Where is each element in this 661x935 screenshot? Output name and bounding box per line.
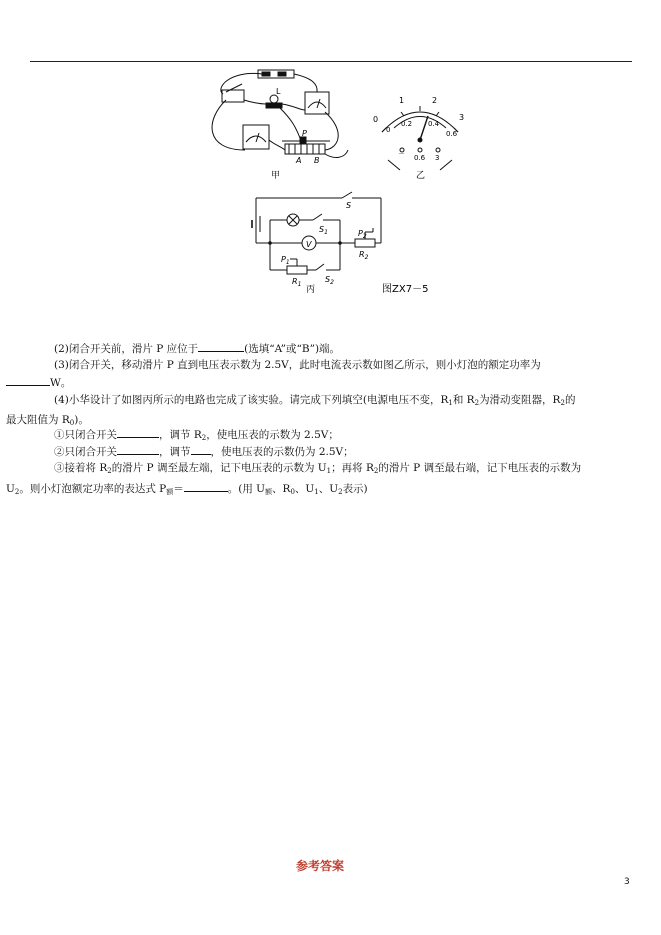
q3-blank[interactable] [6, 374, 50, 386]
q2-blank[interactable] [198, 340, 244, 352]
dial-top-3: 3 [459, 113, 465, 122]
switch-s-label: S [346, 201, 352, 210]
page-number: 3 [624, 877, 630, 887]
slider-p1-label: $P_1$ [281, 255, 290, 266]
switch-s1-label: $S_1$ [319, 225, 328, 236]
dial-top-2: 2 [432, 96, 438, 105]
dial-top-1: 1 [399, 96, 405, 105]
answer-section-title: 参考答案 [296, 859, 345, 873]
dial-bottom-06: 0.6 [446, 130, 458, 138]
apparatus-sketch [212, 70, 348, 157]
figure-zx7-5 [0, 0, 661, 300]
rheostat-r2-label: $R_2$ [359, 250, 369, 261]
apparatus-label-l: L [276, 87, 281, 96]
q3-text-post: W。 [50, 377, 72, 389]
rheostat-r1 [287, 266, 307, 274]
question-4: (4)小华设计了如图丙所示的电路也完成了该实验。请完成下列填空(电源电压不变，$R_1$和 $R_2$为滑动变阻器，$R_2$的 最大阻值为 $R_0$)。 [6, 394, 576, 427]
switch-s2-label: $S_2$ [325, 275, 334, 286]
apparatus-label-a: A [296, 156, 302, 165]
dial-bottom-02: 0.2 [401, 120, 413, 128]
q3-text: (3)闭合开关，移动滑片 P 直到电压表示数为 2.5V，此时电流表示数如图乙所示，则小灯泡的额定功率为 [54, 359, 541, 371]
slider-p2-label: $P_2$ [358, 229, 367, 240]
ammeter-needle [420, 116, 428, 140]
apparatus-label-b: B [314, 156, 320, 165]
step2-switch-blank[interactable] [117, 443, 159, 455]
apparatus-label-p: P [302, 129, 307, 138]
dial-bottom-04: 0.4 [428, 120, 440, 128]
question-2 [30, 340, 630, 358]
q2-text: (2)闭合开关前，滑片 P 应位于 [54, 343, 199, 355]
figure-label-jia: 甲 [271, 171, 281, 181]
step1-switch-blank[interactable] [117, 426, 159, 438]
power-expression-blank[interactable] [184, 480, 228, 492]
voltmeter-box [305, 92, 329, 114]
terminal-minus: － [398, 150, 405, 158]
figure-label-bing: 丙 [306, 285, 316, 295]
rheostat-r2 [355, 239, 375, 247]
q2-text-post: (选填“A”或“B”)端。 [244, 343, 341, 355]
figure-caption: 图ZX7－5 [382, 284, 429, 295]
question-4-step-3: ③接着将 $R_2$的滑片 P 调至最左端，记下电压表的示数为 $U_1$；再将 $R_2$的滑片 P 调至最右端，记下电压表的示数为 $U_2$。则小灯泡额定功率的表达式 $P_额=$ 。(用 $U_额$、$R_0$、$U_1$、$U_2$表示) [6, 462, 582, 496]
ammeter-box [243, 125, 269, 149]
step2-adjust-blank[interactable] [191, 443, 211, 455]
figure-label-yi: 乙 [416, 171, 426, 181]
question-4-step-1: ①只闭合开关 ，调节 $R_2$，使电压表的示数为 2.5V； [30, 426, 630, 447]
terminal-3: 3 [435, 154, 440, 162]
question-3 [30, 357, 630, 392]
voltmeter-label: V [306, 240, 312, 249]
dial-bottom-0: 0 [386, 126, 391, 134]
lamp-bulb [270, 95, 278, 103]
terminal-06: 0.6 [414, 154, 426, 162]
question-4-step-2: ②只闭合开关 ，调节 ，使电压表的示数仍为 2.5V； [30, 443, 630, 461]
rheostat-r1-label: $R_1$ [292, 277, 302, 288]
dial-top-0: 0 [373, 115, 379, 124]
